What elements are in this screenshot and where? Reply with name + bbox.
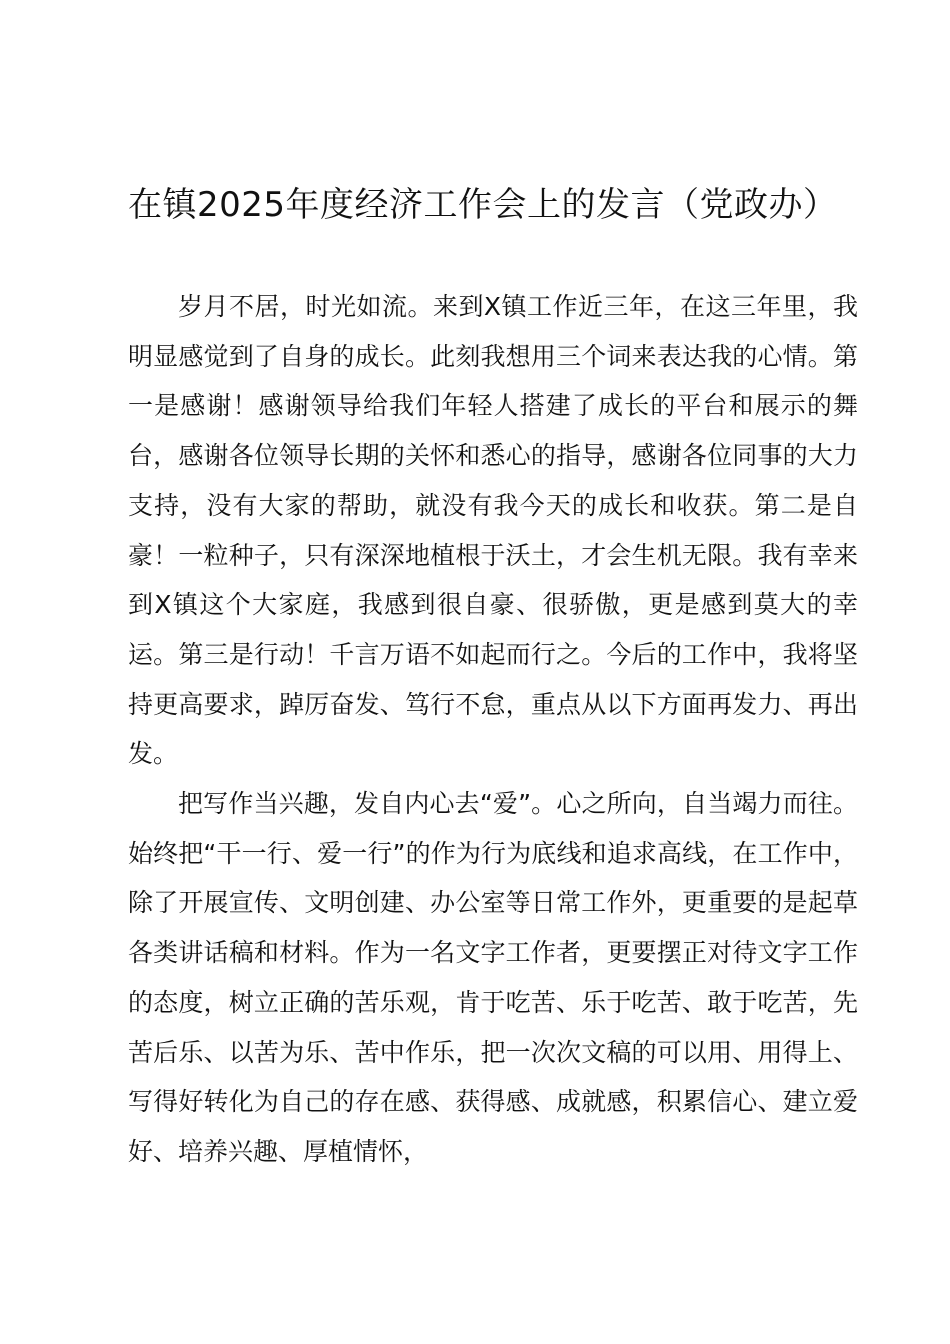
document-body bbox=[128, 282, 858, 1177]
document-title: 在镇2025年度经济工作会上的发言（党政办） bbox=[128, 185, 838, 225]
paragraph-1: 岁月不居，时光如流。来到X镇工作近三年，在这三年里，我明显感觉到了自身的成长。此刻我想用三个词来表达我的心情。第一是感谢！感谢领导给我们年轻人搭建了成长的平台和展示的舞台，感谢各位领导长期的关怀和悉心的指导，感谢各位同事的大力支持，没有大家的帮助，就没有我今天的成长和收获。第二是自豪！一粒种子，只有深深地植根于沃土，才会生机无限。我有幸来到X镇这个大家庭，我感到很自豪、很骄傲，更是感到莫大的幸运。第三是行动！千言万语不如起而行之。今后的工作中，我将坚持更高要求，踔厉奋发、笃行不怠，重点从以下方面再发力、再出发。 bbox=[128, 292, 858, 769]
paragraph-2: 把写作当兴趣，发自内心去“爱”。心之所向，自当竭力而往。始终把“干一行、爱一行”的作为行为底线和追求高线，在工作中，除了开展宣传、文明创建、办公室等日常工作外，更重要的是起草各类讲话稿和材料。作为一名文字工作者，更要摆正对待文字工作的态度，树立正确的苦乐观，肯于吃苦、乐于吃苦、敢于吃苦，先苦后乐、以苦为乐、苦中作乐，把一次次文稿的可以用、用得上、写得好转化为自己的存在感、获得感、成就感，积累信心、建立爱好、培养兴趣、厚植情怀， bbox=[128, 789, 858, 1166]
